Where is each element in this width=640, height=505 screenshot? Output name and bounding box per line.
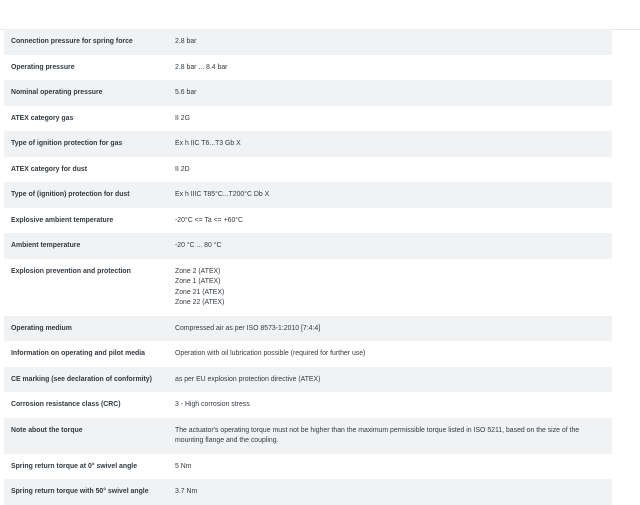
spec-value-line: 3 - High corrosion stress (175, 401, 250, 408)
top-bar (0, 0, 640, 30)
spec-value (168, 324, 612, 335)
spec-label: CE marking (see declaration of conformity) (11, 375, 152, 383)
spec-value-line: Ex h IIC T6...T3 Gb X (175, 140, 241, 147)
spec-value-line: Ex h IIIC T85°C...T200°C Db X (175, 191, 270, 198)
spec-label: Spring return torque at 0° swivel angle (11, 462, 138, 470)
spec-label: Type of (ignition) protection for dust (11, 191, 130, 198)
spec-value (168, 267, 612, 309)
spec-value-line: Zone 1 (ATEX) (175, 278, 221, 285)
table-row (4, 454, 612, 480)
table-row (4, 106, 612, 132)
table-row (4, 479, 612, 505)
spec-value-line: Operation with oil lubrication possible (required for further use) (175, 350, 366, 357)
table-row (4, 131, 612, 157)
spec-value (168, 139, 612, 150)
spec-value-line: 5.6 bar (175, 89, 197, 96)
spec-value-line: Compressed air as per ISO 8573-1:2010 [7:4:4] (175, 324, 321, 332)
spec-label: Type of ignition protection for gas (11, 140, 123, 147)
spec-label: Note about the torque (11, 426, 83, 434)
spec-value (168, 63, 612, 74)
spec-label: Ambient temperature (11, 242, 81, 249)
spec-value-line: as per EU explosion protection directive (ATEX) (175, 375, 321, 383)
spec-label: ATEX category gas (11, 114, 74, 122)
spec-label: ATEX category for dust (11, 165, 88, 173)
spec-value-line: -20 °C ... 80 °C (175, 242, 222, 249)
table-row (4, 80, 612, 106)
technical-data-table (4, 29, 612, 505)
spec-value (168, 165, 612, 176)
spec-value-line: II 2D (175, 165, 190, 173)
spec-value-line: 2.8 bar (175, 38, 197, 45)
table-row (4, 208, 612, 234)
spec-value (168, 462, 612, 473)
spec-value-line: Zone 2 (ATEX) (175, 267, 221, 275)
spec-value (168, 375, 612, 386)
spec-value (168, 114, 612, 125)
spec-value (168, 349, 612, 360)
spec-label: Explosion prevention and protection (11, 267, 131, 275)
spec-value (168, 426, 612, 447)
spec-label: Operating pressure (11, 63, 75, 71)
table-row (4, 55, 612, 81)
table-row (4, 29, 612, 55)
spec-label: Nominal operating pressure (11, 89, 103, 96)
table-row (4, 233, 612, 259)
spec-value-line: II 2G (175, 114, 190, 122)
spec-label: Operating medium (11, 324, 72, 332)
spec-value (168, 241, 612, 252)
table-row (4, 182, 612, 208)
spec-value-line: 2.8 bar ... 8.4 bar (175, 63, 228, 71)
table-row (4, 418, 612, 454)
spec-value (168, 190, 612, 201)
spec-value (168, 88, 612, 99)
spec-label: Information on operating and pilot media (11, 350, 145, 357)
spec-value-line: 3.7 Nm (175, 488, 198, 495)
table-row (4, 259, 612, 316)
spec-label: Spring return torque with 50° swivel angle (11, 488, 149, 495)
table-row (4, 316, 612, 342)
spec-value (168, 37, 612, 48)
table-row (4, 157, 612, 183)
table-row (4, 367, 612, 393)
spec-label: Corrosion resistance class (CRC) (11, 401, 121, 408)
spec-value (168, 487, 612, 498)
spec-label: Explosive ambient temperature (11, 216, 114, 224)
spec-value-line: Zone 22 (ATEX) (175, 299, 225, 306)
spec-label: Connection pressure for spring force (11, 38, 133, 45)
spec-value-line: The actuator's operating torque must not be higher than the maximum permissible torque listed in ISO 5211, based on the size of the mounting flange and the coupling. (175, 426, 580, 444)
spec-value-line: Zone 21 (ATEX) (175, 288, 225, 296)
table-row (4, 392, 612, 418)
spec-value-line: 5 Nm (175, 462, 192, 470)
spec-value (168, 400, 612, 411)
table-row (4, 341, 612, 367)
spec-value-line: -20°C <= Ta <= +60°C (175, 216, 244, 224)
spec-value (168, 216, 612, 227)
